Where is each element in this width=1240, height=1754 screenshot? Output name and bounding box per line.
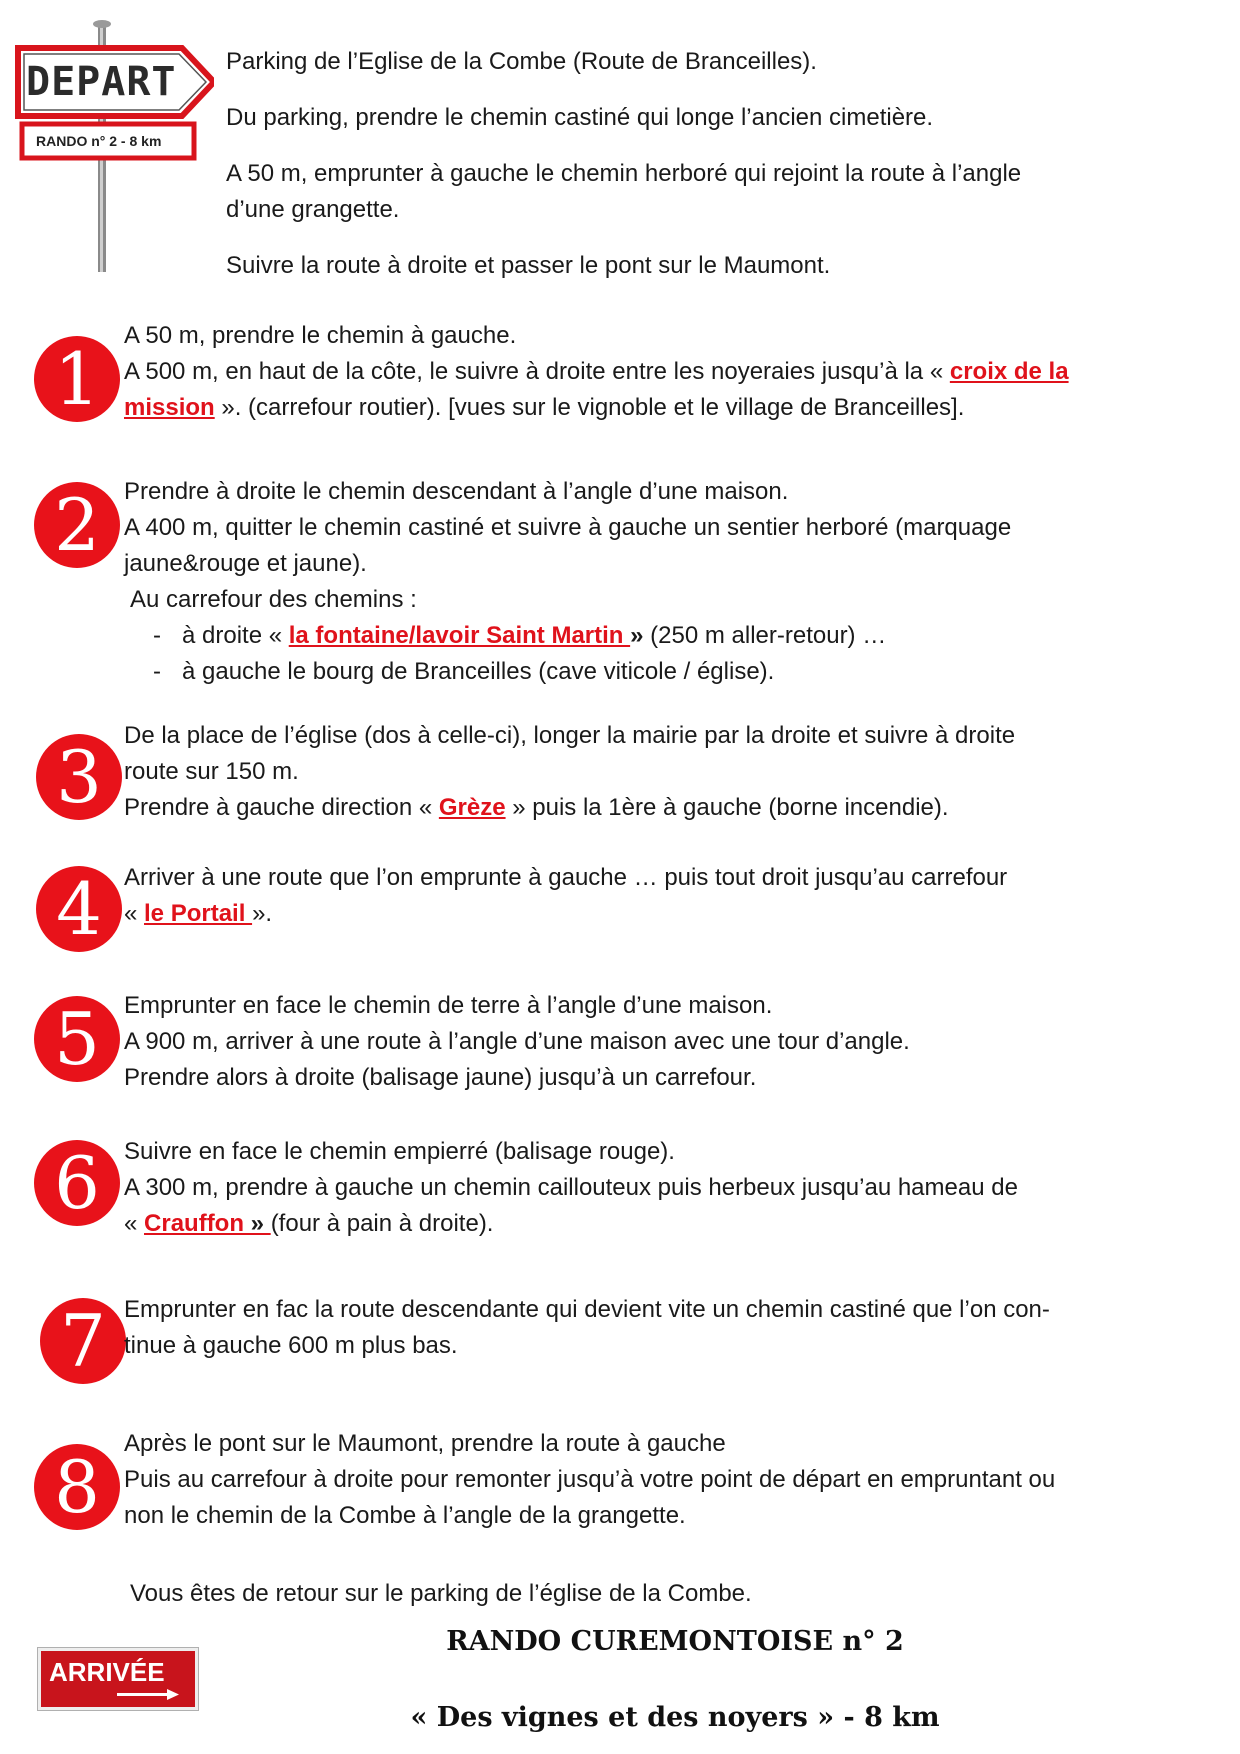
step-1-line-3: [124, 390, 1069, 426]
bullet-text: (250 m aller-retour) …: [643, 622, 887, 649]
step-7-badge: 7: [40, 1298, 126, 1384]
step-4-line-2: [124, 896, 1007, 932]
step-7-line-2: tinue à gauche 600 m plus bas.: [124, 1332, 458, 1359]
le-portail-link[interactable]: le Portail: [144, 900, 253, 927]
step-8-line-3: non le chemin de la Combe à l’angle de la grangette.: [124, 1502, 686, 1529]
step-2-line-1: Prendre à droite le chemin descendant à l’angle d’une maison.: [124, 478, 789, 505]
intro-line-5: Suivre la route à droite et passer le pont sur le Maumont.: [226, 252, 831, 279]
depart-label: DEPART: [26, 59, 177, 105]
step-3-text: Prendre à gauche direction «: [124, 794, 439, 821]
greze-link[interactable]: Grèze: [438, 794, 506, 821]
step-5-line-2: A 900 m, arriver à une route à l’angle d’une maison avec une tour d’angle.: [124, 1028, 910, 1055]
step-1: [124, 318, 1069, 426]
step-5-line-3: Prendre alors à droite (balisage jaune) jusqu’à un carrefour.: [124, 1064, 757, 1091]
step-4-line-1: Arriver à une route que l’on emprunte à gauche … puis tout droit jusqu’au carrefour: [124, 864, 1008, 891]
step-2-badge: 2: [34, 482, 120, 568]
step-6-line-3: [124, 1206, 1018, 1242]
step-5: [124, 988, 910, 1096]
croix-de-la-mission-link[interactable]: croix de la: [949, 358, 1069, 385]
intro-line-3: A 50 m, emprunter à gauche le chemin herboré qui rejoint la route à l’angle: [226, 160, 1022, 187]
intro-line-4: d’une grangette.: [226, 196, 400, 223]
step-2-line-4: Au carrefour des chemins :: [130, 586, 417, 613]
step-6-line-2: A 300 m, prendre à gauche un chemin caillouteux puis herbeux jusqu’au hameau de: [124, 1174, 1018, 1201]
step-6-badge: 6: [34, 1140, 120, 1226]
step-3-line-3: [124, 790, 1015, 826]
step-4: [124, 860, 1007, 932]
step-8: [124, 1426, 1055, 1534]
fontaine-lavoir-link[interactable]: la fontaine/lavoir Saint Martin: [288, 622, 631, 649]
arrivee-label: ARRIVÉE: [49, 1657, 165, 1687]
step-4-badge: 4: [36, 866, 122, 952]
dash-icon: -: [153, 622, 161, 649]
step-7: [124, 1292, 1050, 1364]
step-8-line-1: Après le pont sur le Maumont, prendre la route à gauche: [124, 1430, 726, 1457]
step-4-text: ».: [252, 900, 273, 927]
dash-icon: -: [153, 658, 161, 685]
mission-link[interactable]: mission: [124, 394, 215, 421]
step-6-line-1: Suivre en face le chemin empierré (balisage rouge).: [124, 1138, 675, 1165]
step-8-line-2: Puis au carrefour à droite pour remonter jusqu’à votre point de départ en empruntant ou: [124, 1466, 1056, 1493]
intro-line-1: Parking de l’Eglise de la Combe (Route de Branceilles).: [226, 48, 817, 75]
step-2-bullet-1: [124, 618, 1011, 654]
step-5-line-1: Emprunter en face le chemin de terre à l’angle d’une maison.: [124, 992, 773, 1019]
step-1-badge: 1: [34, 336, 120, 422]
step-1-text: A 500 m, en haut de la côte, le suivre à droite entre les noyeraies jusqu’à la «: [124, 358, 950, 385]
step-3-text: » puis la 1ère à gauche (borne incendie).: [505, 794, 949, 821]
step-1-line-2: [124, 354, 1069, 390]
step-7-line-1: Emprunter en fac la route descendante qui devient vite un chemin castiné que l’on con-: [124, 1296, 1050, 1323]
depart-sublabel: RANDO n° 2 - 8 km: [36, 133, 162, 149]
step-8-badge: 8: [34, 1444, 120, 1530]
step-3-badge: 3: [36, 734, 122, 820]
footer-subtitle: « Des vignes et des noyers » - 8 km: [410, 1702, 940, 1733]
step-3: [124, 718, 1015, 826]
bullet-text: »: [630, 622, 644, 649]
step-5-badge: 5: [34, 996, 120, 1082]
step-2-line-3: jaune&rouge et jaune).: [124, 550, 367, 577]
step-2-bullet-2: [124, 654, 1011, 690]
step-3-line-1: De la place de l’église (dos à celle-ci), longer la mairie par la droite et suivre à droite: [124, 722, 1016, 749]
step-4-text: «: [124, 900, 145, 927]
step-2: [124, 474, 1011, 690]
step-6: [124, 1134, 1018, 1242]
bullet-text: à droite «: [182, 622, 289, 649]
footer-title: RANDO CUREMONTOISE n° 2: [446, 1626, 904, 1657]
crauffon-link[interactable]: Crauffon: [144, 1210, 244, 1237]
intro-line-2: Du parking, prendre le chemin castiné qui longe l’ancien cimetière.: [226, 104, 934, 131]
step-2-line-2: A 400 m, quitter le chemin castiné et suivre à gauche un sentier herboré (marquage: [124, 514, 1012, 541]
step-1-text: ». (carrefour routier). [vues sur le vignoble et le village de Branceilles].: [214, 394, 965, 421]
step-1-line-1: A 50 m, prendre le chemin à gauche.: [124, 322, 517, 349]
step-6-text: »: [244, 1210, 271, 1237]
step-3-line-2: route sur 150 m.: [124, 758, 299, 785]
step-6-text: (four à pain à droite).: [270, 1210, 494, 1237]
depart-sign: [14, 16, 214, 276]
step-6-text: «: [124, 1210, 145, 1237]
bullet-text: à gauche le bourg de Branceilles (cave viticole / église).: [182, 658, 775, 685]
closing-line: Vous êtes de retour sur le parking de l’église de la Combe.: [130, 1580, 752, 1607]
